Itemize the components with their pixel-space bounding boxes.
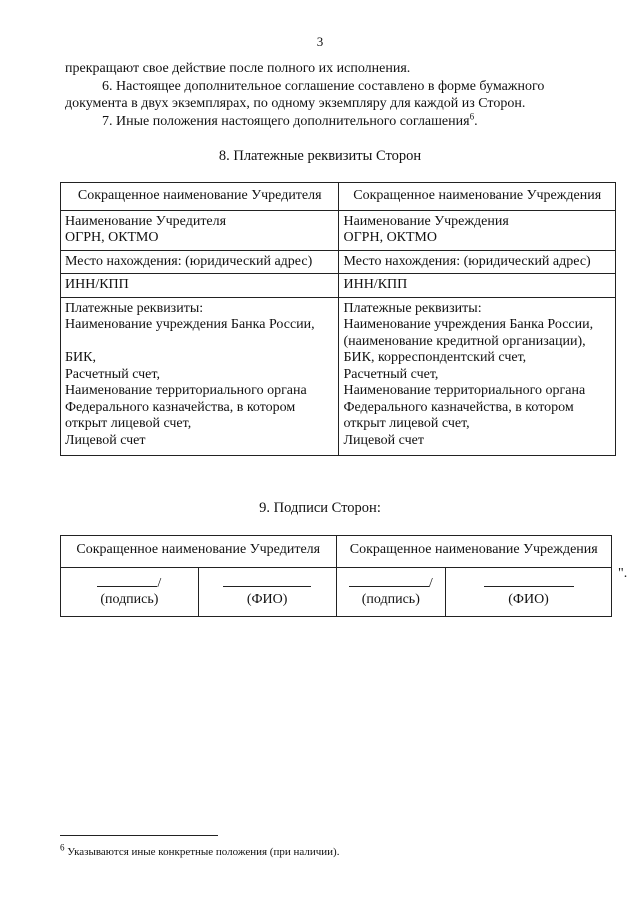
table-row bbox=[61, 536, 612, 568]
founder-bank-details bbox=[61, 297, 339, 456]
paragraph-6-line2: документа в двух экземплярах, по одному экземпляру для каждой из Сторон. bbox=[65, 96, 526, 111]
bank-line: Наименование территориального органа bbox=[343, 383, 586, 398]
fio-label: (ФИО) bbox=[508, 591, 549, 607]
bank-line: Наименование учреждения Банка России, bbox=[343, 317, 594, 332]
bank-line: Федерального казначейства, в котором bbox=[343, 399, 574, 415]
section-9-title: 9. Подписи Сторон: bbox=[259, 500, 381, 516]
founder-name-cell bbox=[61, 210, 339, 250]
institution-header: Сокращенное наименование Учреждения bbox=[339, 183, 616, 211]
founder-inn: ИНН/КПП bbox=[61, 274, 339, 298]
fio-label: (ФИО) bbox=[246, 591, 288, 607]
bank-line bbox=[65, 334, 334, 351]
signature-line bbox=[339, 572, 444, 592]
paragraph-6-line1: 6. Настоящее дополнительное соглашение составлено в форме бумажного bbox=[102, 79, 545, 94]
signature-label: (подпись) bbox=[100, 591, 159, 607]
signature-blank bbox=[97, 572, 157, 587]
fio-line bbox=[448, 572, 609, 592]
footnote-marker: 6 bbox=[60, 842, 65, 853]
founder-fio-cell bbox=[198, 567, 336, 616]
institution-ogrn: ОГРН, ОКТМО bbox=[343, 230, 437, 245]
fio-line bbox=[201, 572, 334, 592]
section-8-title: 8. Платежные реквизиты Сторон bbox=[218, 148, 422, 164]
institution-signature-cell bbox=[336, 567, 446, 616]
table-row bbox=[61, 250, 616, 274]
founder-signature-cell bbox=[61, 567, 199, 616]
footnote-divider bbox=[60, 835, 218, 836]
table-row bbox=[61, 297, 616, 456]
footnote-text: Указываются иные конкретные положения (при наличии). bbox=[64, 846, 340, 858]
footnote bbox=[60, 842, 340, 858]
signatures-table bbox=[60, 535, 612, 617]
institution-name: Наименование Учреждения bbox=[343, 213, 509, 229]
bank-line: Платежные реквизиты: bbox=[65, 300, 204, 316]
bank-line: БИК, корреспондентский счет, bbox=[343, 350, 527, 365]
signature-slash: / bbox=[428, 575, 433, 591]
bank-line: Расчетный счет, bbox=[343, 366, 439, 382]
signature-slash: / bbox=[157, 575, 162, 591]
paragraph-continuation: прекращают свое действие после полного их исполнения. bbox=[65, 61, 411, 76]
founder-header: Сокращенное наименование Учредителя bbox=[61, 536, 337, 568]
signature-label: (подпись) bbox=[361, 591, 420, 607]
page-number: 3 bbox=[316, 34, 324, 49]
table-row bbox=[61, 567, 612, 616]
paragraph-7-text: 7. Иные положения настоящего дополнительного соглашения bbox=[102, 114, 470, 129]
founder-header: Сокращенное наименование Учредителя bbox=[61, 183, 339, 211]
signature-line bbox=[63, 572, 196, 592]
institution-name-cell bbox=[339, 210, 616, 250]
institution-bank-details bbox=[339, 297, 616, 456]
bank-line: открыт лицевой счет, bbox=[343, 416, 470, 431]
bank-line: открыт лицевой счет, bbox=[65, 416, 192, 431]
footnote-ref: 6 bbox=[469, 111, 475, 122]
bank-line: Лицевой счет bbox=[65, 432, 146, 448]
paragraph-7 bbox=[102, 113, 478, 130]
closing-quote: ". bbox=[618, 566, 628, 581]
bank-line: Расчетный счет, bbox=[65, 366, 160, 382]
bank-line: (наименование кредитной организации), bbox=[343, 333, 586, 349]
bank-line: Платежные реквизиты: bbox=[343, 300, 482, 316]
fio-blank bbox=[223, 572, 311, 587]
paragraph-7-end: . bbox=[474, 114, 478, 129]
table-row bbox=[61, 183, 616, 211]
founder-address: Место нахождения: (юридический адрес) bbox=[61, 250, 339, 274]
table-row bbox=[61, 210, 616, 250]
fio-blank bbox=[484, 572, 574, 587]
bank-line: БИК, bbox=[65, 350, 96, 365]
founder-ogrn: ОГРН, ОКТМО bbox=[65, 230, 159, 245]
bank-line: Наименование учреждения Банка России, bbox=[65, 317, 315, 332]
institution-inn: ИНН/КПП bbox=[339, 274, 616, 298]
table-row bbox=[61, 274, 616, 298]
institution-fio-cell bbox=[446, 567, 612, 616]
signature-blank bbox=[349, 572, 429, 587]
payment-details-table bbox=[60, 182, 616, 456]
institution-header: Сокращенное наименование Учреждения bbox=[336, 536, 612, 568]
bank-line: Федерального казначейства, в котором bbox=[65, 399, 296, 415]
bank-line: Наименование территориального органа bbox=[65, 383, 307, 398]
bank-line: Лицевой счет bbox=[343, 432, 424, 448]
institution-address: Место нахождения: (юридический адрес) bbox=[339, 250, 616, 274]
founder-name: Наименование Учредителя bbox=[65, 213, 227, 229]
